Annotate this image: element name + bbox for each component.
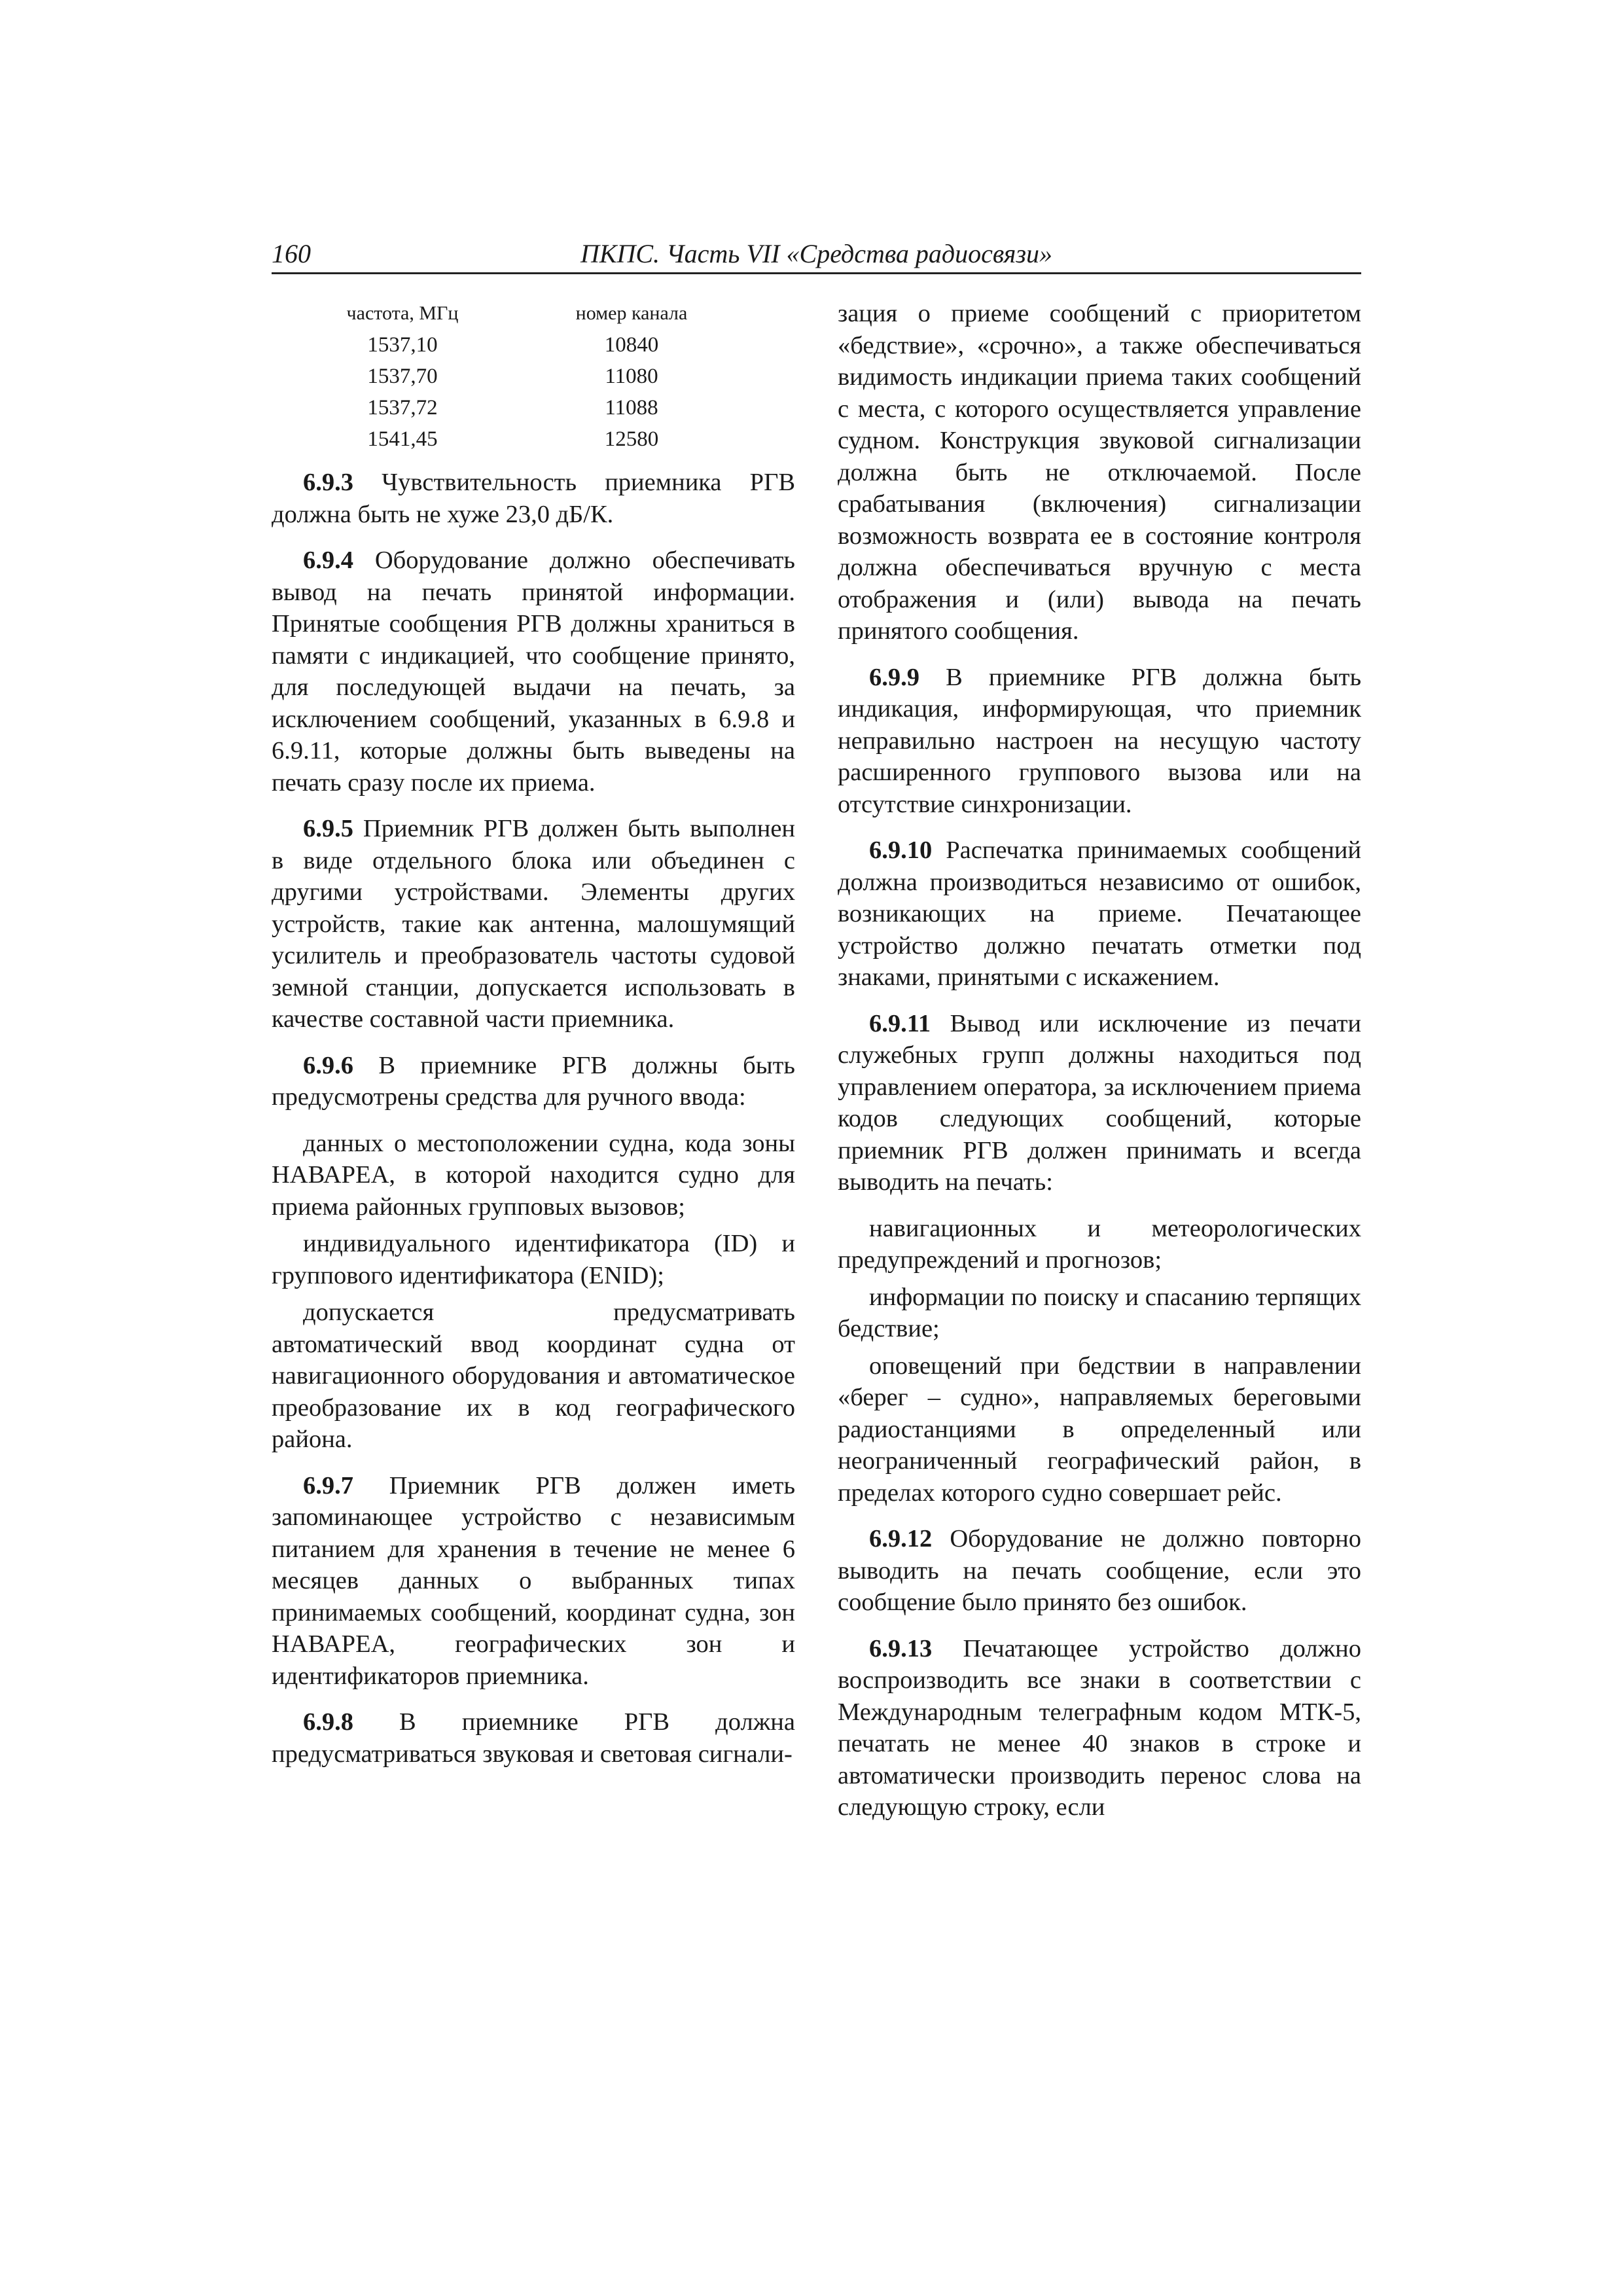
paragraph <box>838 1523 1361 1619</box>
frequency-cell: 1537,72 <box>367 396 438 420</box>
column-header-frequency: частота, МГц <box>346 302 459 324</box>
clause-number: 6.9.13 <box>869 1634 933 1662</box>
paragraph <box>838 298 1361 647</box>
paragraph-text: информации по поиску и спасанию терпящих бедствие; <box>838 1283 1361 1342</box>
paragraph-text: зация о приеме сообщений с приоритетом «бедствие», «срочно», а также обеспечиваться видимость индикации приема таких сообщений с места, с которого осуществляется управление судном. Конструкция звуковой сигнализации должна быть не отключаемой. После срабатывания (включения) сигнализации возможность возврата ее в состояние контроля должна обеспечиваться вручную с места отображения и (или) вывода на печать принятого сообщения. <box>838 300 1361 645</box>
paragraph <box>272 1297 795 1456</box>
paragraph-text: В приемнике РГВ должна предусматриваться звуковая и световая сигнали- <box>272 1708 795 1768</box>
page-header <box>272 237 1361 274</box>
channel-cell: 11088 <box>605 396 658 420</box>
paragraph-text: Оборудование не должно повторно выводить на печать сообщение, если это сообщение было принято без ошибок. <box>838 1525 1361 1616</box>
channel-cell: 10840 <box>604 333 659 357</box>
running-title: ПКПС. Часть VII «Средства радиосвязи» <box>580 239 1052 268</box>
paragraph-text: Оборудование должно обеспечивать вывод на печать принятой информации. Принятые сообщения РГВ должны храниться в памяти с индикацией, что сообщение принято, для последующей выдачи на печать, за исключением сообщений, указанных в 6.9.8 и 6.9.11, которые должны быть выведены на печать сразу после их приема. <box>272 547 795 797</box>
paragraph-text: Вывод или исключение из печати служебных групп должны находиться под управлением оператора, за исключением приема кодов следующих сообщений, которые приемник РГВ должен принимать и всегда выводить на печать: <box>838 1009 1361 1196</box>
paragraph <box>272 1470 795 1693</box>
table-row <box>298 329 756 361</box>
frequency-cell: 1537,10 <box>367 333 438 357</box>
clause-number: 6.9.8 <box>303 1708 353 1736</box>
paragraph-text: Приемник РГВ должен иметь запоминающее устройство с независимым питанием для хранения в течение не менее 6 месяцев данных о выбранных типах принимаемых сообщений, координат судна, зон НАВАРЕА, географических зон и идентификаторов приемника. <box>272 1471 795 1690</box>
right-paragraphs <box>838 298 1361 1823</box>
clause-number: 6.9.12 <box>869 1525 933 1552</box>
channel-cell: 11080 <box>605 365 658 388</box>
paragraph-text: данных о местоположении судна, кода зоны НАВАРЕА, в которой находится судно для приема районных групповых вызовов; <box>272 1129 795 1221</box>
paragraph-text: Распечатка принимаемых сообщений должна производиться независимо от ошибок, возникающих на приеме. Печатающее устройство должно печатать отметки под знаками, принятыми с искажением. <box>838 836 1362 991</box>
paragraph <box>272 1706 795 1770</box>
clause-number: 6.9.11 <box>869 1009 931 1037</box>
paragraph-text: В приемнике РГВ должна быть индикация, информирующая, что приемник неправильно настроен на несущую частоту расширенного группового вызова или на отсутствие синхронизации. <box>838 663 1362 818</box>
paragraph-text: Печатающее устройство должно воспроизводить все знаки в соответствии с Международным телеграфным кодом МТК-5, печатать не менее 40 знаков в строке и автоматически производить перенос слова на следующую строку, если <box>838 1634 1362 1821</box>
frequency-cell: 1537,70 <box>367 365 438 388</box>
paragraph <box>272 467 795 530</box>
clause-number: 6.9.4 <box>303 547 353 574</box>
paragraph-text: Приемник РГВ должен быть выполнен в виде отдельного блока или объединен с другими устройствами. Элементы других устройств, такие как антенна, малошумящий усилитель и преобразователь частоты судовой земной станции, допускается использовать в качестве составной части приемника. <box>272 815 796 1033</box>
channel-cell: 12580 <box>604 427 659 451</box>
paragraph <box>838 1350 1361 1509</box>
paragraph-text: В приемнике РГВ должны быть предусмотрены средства для ручного ввода: <box>272 1051 795 1111</box>
paragraph <box>838 1213 1361 1276</box>
clause-number: 6.9.5 <box>303 815 353 842</box>
page-number: 160 <box>272 239 311 268</box>
table-row <box>298 423 756 455</box>
clause-number: 6.9.7 <box>303 1471 353 1499</box>
frequency-cell: 1541,45 <box>367 427 438 451</box>
paragraph-text: навигационных и метеорологических предупреждений и прогнозов; <box>838 1214 1361 1274</box>
clause-number: 6.9.10 <box>869 836 933 864</box>
paragraph <box>838 662 1361 821</box>
frequency-table <box>298 298 756 455</box>
paragraph-text: оповещений при бедствии в направлении «берег – судно», направляемых береговыми радиостанциями в определенный или неограниченный географический район, в пределах которого судно совершает рейс. <box>838 1352 1361 1507</box>
paragraph <box>838 834 1361 994</box>
clause-number: 6.9.9 <box>869 663 919 691</box>
paragraph <box>272 1128 795 1223</box>
paragraph <box>838 1282 1361 1345</box>
paragraph-text: Чувствительность приемника РГВ должна быть не хуже 23,0 дБ/К. <box>272 469 796 528</box>
paragraph-text: индивидуального идентификатора (ID) и группового идентификатора (ENID); <box>272 1230 795 1289</box>
paragraph <box>838 1633 1361 1823</box>
paragraph <box>272 545 795 798</box>
table-header-row <box>298 298 756 329</box>
right-column <box>838 298 1361 1838</box>
clause-number: 6.9.6 <box>303 1051 353 1079</box>
left-paragraphs <box>272 467 795 1770</box>
table-row <box>298 392 756 423</box>
column-header-channel: номер канала <box>575 302 688 324</box>
table-row <box>298 361 756 392</box>
clause-number: 6.9.3 <box>303 469 353 496</box>
paragraph-text: допускается предусматривать автоматический ввод координат судна от навигационного оборудования и автоматическое преобразование их в код географического района. <box>272 1299 795 1453</box>
paragraph <box>838 1008 1361 1198</box>
paragraph <box>272 813 795 1035</box>
left-column <box>272 298 795 1784</box>
paragraph <box>272 1228 795 1291</box>
paragraph <box>272 1050 795 1113</box>
